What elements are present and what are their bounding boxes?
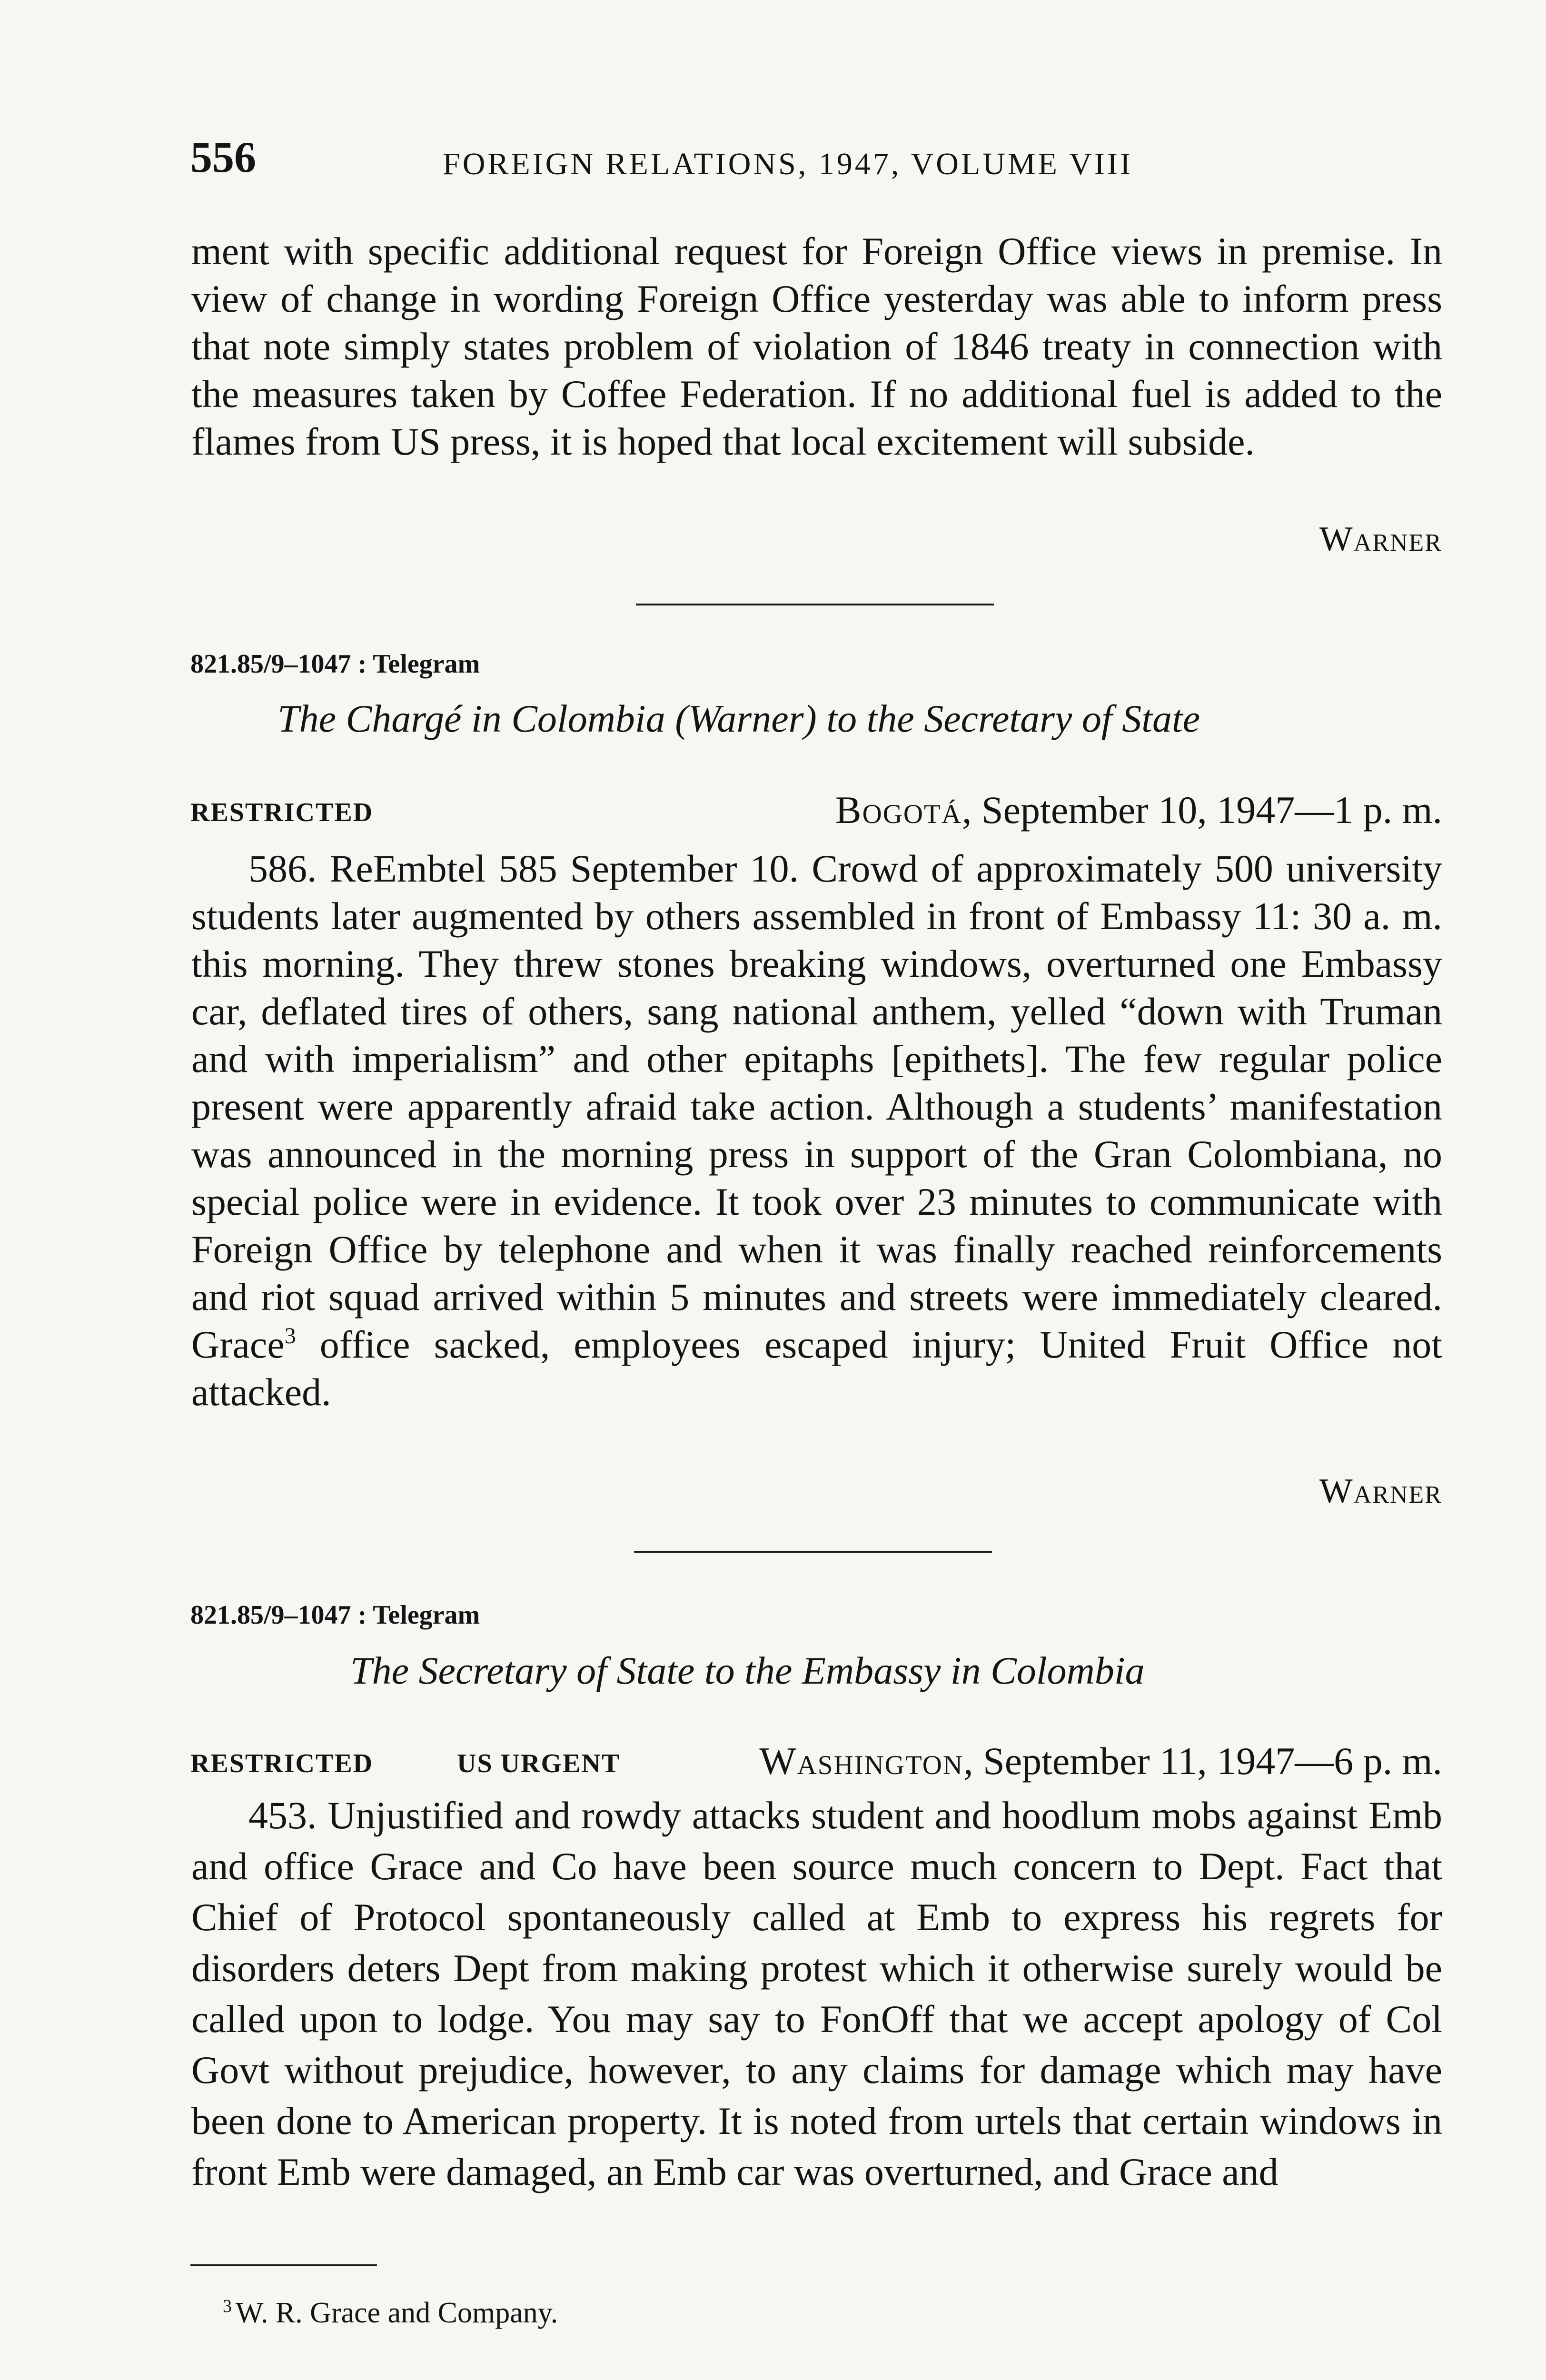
urgency-label: US URGENT xyxy=(457,1749,621,1778)
file-reference-type: : Telegram xyxy=(357,649,480,679)
footnote-reference: 3 xyxy=(284,1323,296,1349)
file-reference-number: 821.85/9–1047 xyxy=(190,1600,351,1630)
footnote-text: W. R. Grace and Company. xyxy=(236,2297,558,2329)
continuation-signature: Warner xyxy=(1319,520,1442,559)
file-reference-number: 821.85/9–1047 xyxy=(190,649,351,679)
continuation-paragraph: ment with specific additional request for Foreign Office views in premise. In view of change in wording Foreign Office yesterday was able to inform press that note simply states problem of violation of 1846 treaty in connection with the measures taken by Coffee Federation. If no additional fuel is added to the flames from US press, it is hoped that local excitement will subside. xyxy=(191,229,1442,463)
footnote xyxy=(223,2287,558,2332)
dateline xyxy=(835,786,1442,834)
telegram-body-text: ReEmbtel 585 September 10. Crowd of approximately 500 university students later augmented by others assembled in front of Embassy 11: 30 a. m. this morning. They threw stones breaking windows, overturned one Embassy car, deflated tires of others, sang national anthem, yelled “down with Truman and with imperialism” and other epitaphs [epithets]. The few regular police present were apparently afraid take action. Although a students’ manifestation was announced in the morning press in support of the Gran Colombiana, no special police were in evidence. It took over 23 minutes to communicate with Foreign Office by telephone and when it was finally reached reinforcements and riot squad arrived within 5 minutes and streets were immediately cleared. Grace xyxy=(191,847,1442,1366)
classification-label: RESTRICTED xyxy=(190,798,374,827)
footnote-rule xyxy=(190,2264,377,2266)
file-reference xyxy=(190,647,480,681)
telegram-body xyxy=(191,1790,1442,2197)
telegram-body-text-end: office sacked, employees escaped injury; United Fruit Office not attacked. xyxy=(191,1323,1442,1414)
telegram-body-text: Unjustified and rowdy attacks student and hoodlum mobs against Emb and office Grace and Co have been source much concern to Dept. Fact that Chief of Protocol spontaneously called at Emb to express his regrets for disorders deters Dept from making protest which it otherwise surely would be called upon to lodge. You may say to FonOff that we accept apology of Col Govt without prejudice, however, to any claims for damage which may have been done to American property. It is noted from urtels that certain windows in front Emb were damaged, an Emb car was overturned, and Grace and xyxy=(191,1794,1442,2193)
dateline-date: , September 11, 1947—6 p. m. xyxy=(963,1739,1442,1783)
section-divider xyxy=(636,604,994,605)
running-head: FOREIGN RELATIONS, 1947, VOLUME VIII xyxy=(443,147,1133,181)
dateline-place: Washington xyxy=(759,1739,964,1783)
page-number: 556 xyxy=(190,133,256,181)
section-divider xyxy=(634,1551,992,1553)
classification-label: RESTRICTED xyxy=(190,1749,374,1778)
telegram-signature: Warner xyxy=(1319,1472,1442,1511)
file-reference-type: : Telegram xyxy=(357,1600,480,1630)
footnote-mark: 3 xyxy=(223,2296,232,2316)
telegram-body xyxy=(191,845,1442,1416)
telegram-number: 586. xyxy=(248,847,317,890)
dateline-date: , September 10, 1947—1 p. m. xyxy=(962,788,1442,832)
document-title: The Chargé in Colombia (Warner) to the Secretary of State xyxy=(277,697,1200,740)
document-title: The Secretary of State to the Embassy in Colombia xyxy=(350,1649,1145,1692)
file-reference xyxy=(190,1598,480,1632)
dateline xyxy=(759,1737,1442,1785)
telegram-number: 453. xyxy=(248,1794,317,1837)
dateline-place: Bogotá xyxy=(835,788,962,832)
